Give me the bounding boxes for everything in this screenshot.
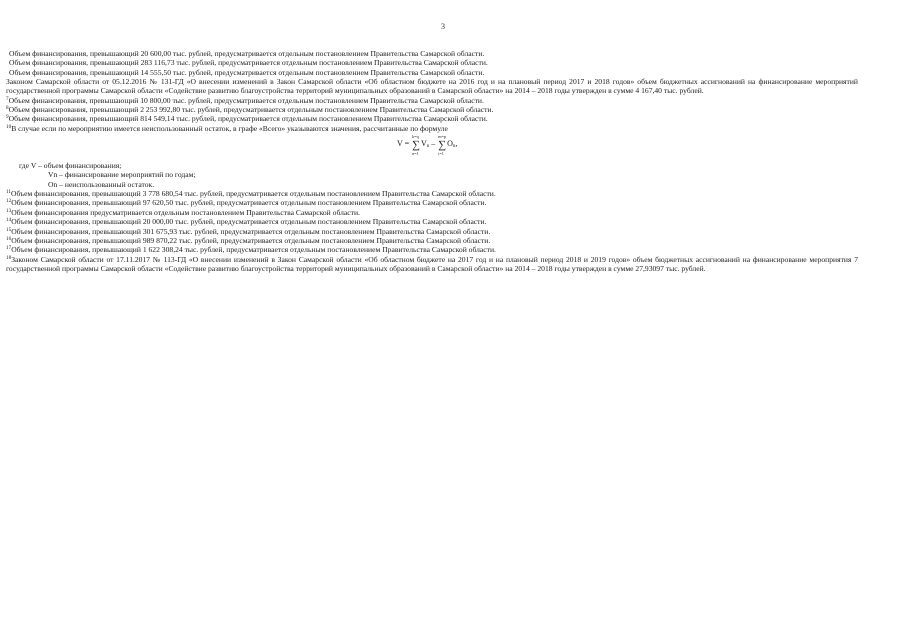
footnote-ref: 11 xyxy=(6,189,11,196)
formula-tail: , xyxy=(455,139,458,149)
footnote-text: Законом Самарской области от 17.11.2017 № 113-ГД «О внесении изменений в Закон Самарской области «Об областном бюджете на 2017 год и на плановый период 2018 и 2019 годов» объем бюджетных ассигнований на финансирование мероприятия 7 государственной программы Самарской области «Содействие развитию благоустройства территорий муниципальных образований в Самарской области» на 2014 – 2018 годы утвержден в сумме 27,93097 тыс. рублей. xyxy=(6,254,858,273)
footnotes xyxy=(6,49,858,273)
footnote-text: Объем финансирования, превышающий 20 600,00 тыс. рублей, предусматривается отдельным постановлением Правительства Самарской области. xyxy=(9,49,485,58)
footnote-text: Объем финансирования, превышающий 2 253 992,80 тыс. рублей, предусматривается отдельным постановлением Правительства Самарской области. xyxy=(8,105,494,115)
footnote-text: Объем финансирования, превышающий 20 000,00 тыс. рублей, предусматривается отдельным постановлением Правительства Самарской области. xyxy=(11,217,487,227)
sum-lower-limit: n=1 xyxy=(412,151,419,157)
formula-expression xyxy=(397,134,458,157)
footnote xyxy=(6,255,858,274)
footnote-ref: 8 xyxy=(6,105,9,112)
footnote xyxy=(6,198,858,207)
footnote xyxy=(6,236,858,245)
footnote xyxy=(6,58,858,67)
footnote xyxy=(6,49,858,58)
footnote-text: Объем финансирования предусматривается отдельным постановлением Правительства Самарской области. xyxy=(11,207,360,217)
footnote xyxy=(6,208,858,217)
footnote-text: Объем финансирования, превышающий 10 800,00 тыс. рублей, предусматривается отдельным постановлением Правительства Самарской области. xyxy=(8,95,484,105)
footnote xyxy=(6,114,858,123)
footnote-ref: 9 xyxy=(6,114,9,121)
footnote-ref: 15 xyxy=(6,226,12,233)
footnote xyxy=(6,124,858,133)
footnote-ref: 17 xyxy=(6,245,12,252)
footnote-ref: 7 xyxy=(6,95,9,102)
footnote-ref: 18 xyxy=(6,254,12,261)
sum-upper-limit: k=q xyxy=(412,134,419,140)
footnote-ref: 10 xyxy=(6,123,12,130)
formula-term-v: V xyxy=(421,139,427,149)
formula-term-o: O xyxy=(447,139,453,149)
sum-symbol xyxy=(438,134,447,157)
page-number: 3 xyxy=(441,22,445,31)
footnote xyxy=(6,96,858,105)
financing-formula xyxy=(6,134,858,160)
sum-upper-limit: m=p xyxy=(438,134,446,140)
footnote-text: Законом Самарской области от 05.12.2016 № 131-ГД «О внесении изменений в Закон Самарской области «Об областном бюджете на 2016 год и на плановый период 2017 и 2018 годов» объем бюджетных ассигнований на финансирование мероприятий государственной программы Самарской области «Содействие развитию благоустройства территорий муниципальных образований в Самарской области» на 2014 – 2018 годы утвержден в сумме 4 167,40 тыс. рублей. xyxy=(6,77,858,96)
formula-minus: – xyxy=(431,139,436,149)
sum-sign: ∑ xyxy=(438,139,447,152)
footnote-text: В случае если по мероприятию имеется неиспользованный остаток, в графе «Всего» указываются значения, рассчитанные по формуле xyxy=(11,123,448,133)
footnote xyxy=(6,227,858,236)
formula-term-v-subscript: n xyxy=(426,144,430,150)
footnote-text: Объем финансирования, превышающий 814 549,14 тыс. рублей, предусматривается отдельным постановлением Правительства Самарской области. xyxy=(8,114,488,124)
footnote-ref: 12 xyxy=(6,198,12,205)
sum-lower-limit: i=1 xyxy=(438,151,444,157)
footnote xyxy=(6,68,858,77)
footnote-text: Объем финансирования, превышающий 14 555,50 тыс. рублей, предусматривается отдельным постановлением Правительства Самарской области. xyxy=(9,67,485,77)
formula-legend-item: Vn – финансирование мероприятий по годам; xyxy=(48,170,196,180)
footnote xyxy=(6,217,858,226)
footnote xyxy=(6,105,858,114)
footnote-text: Объем финансирования, превышающий 1 622 308,24 тыс. рублей, предусматривается отдельным постановлением Правительства Самарской области. xyxy=(11,245,496,255)
footnote-text: Объем финансирования, превышающий 989 870,22 тыс. рублей, предусматривается отдельным постановлением Правительства Самарской области. xyxy=(11,235,491,245)
footnote xyxy=(6,77,858,96)
formula-lhs: V = xyxy=(397,139,410,149)
formula-legend-item: On – неиспользованный остаток. xyxy=(48,179,155,189)
footnote-ref: 14 xyxy=(6,217,12,224)
formula-term-o-subscript: n xyxy=(452,144,456,150)
footnote xyxy=(6,245,858,254)
footnote xyxy=(6,189,858,198)
footnote-ref: 13 xyxy=(6,207,12,214)
sum-sign: ∑ xyxy=(412,139,420,152)
footnote-text: Объем финансирования, превышающий 97 620,50 тыс. рублей, предусматривается отдельным постановлением Правительства Самарской области. xyxy=(11,198,487,208)
footnote-text: Объем финансирования, превышающий 283 116,73 тыс. рублей, предусматривается отдельным постановлением Правительства Самарской области. xyxy=(9,58,488,68)
formula-legend-intro: где V – объем финансирования; xyxy=(19,161,122,171)
footnote-text: Объем финансирования, превышающий 301 675,93 тыс. рублей, предусматривается отдельным постановлением Правительства Самарской области. xyxy=(11,226,491,236)
footnote-text: Объем финансирования, превышающий 3 778 680,54 тыс. рублей, предусматривается отдельным постановлением Правительства Самарской области. xyxy=(11,189,496,199)
footnote-ref: 16 xyxy=(6,235,12,242)
sum-symbol xyxy=(412,134,420,157)
